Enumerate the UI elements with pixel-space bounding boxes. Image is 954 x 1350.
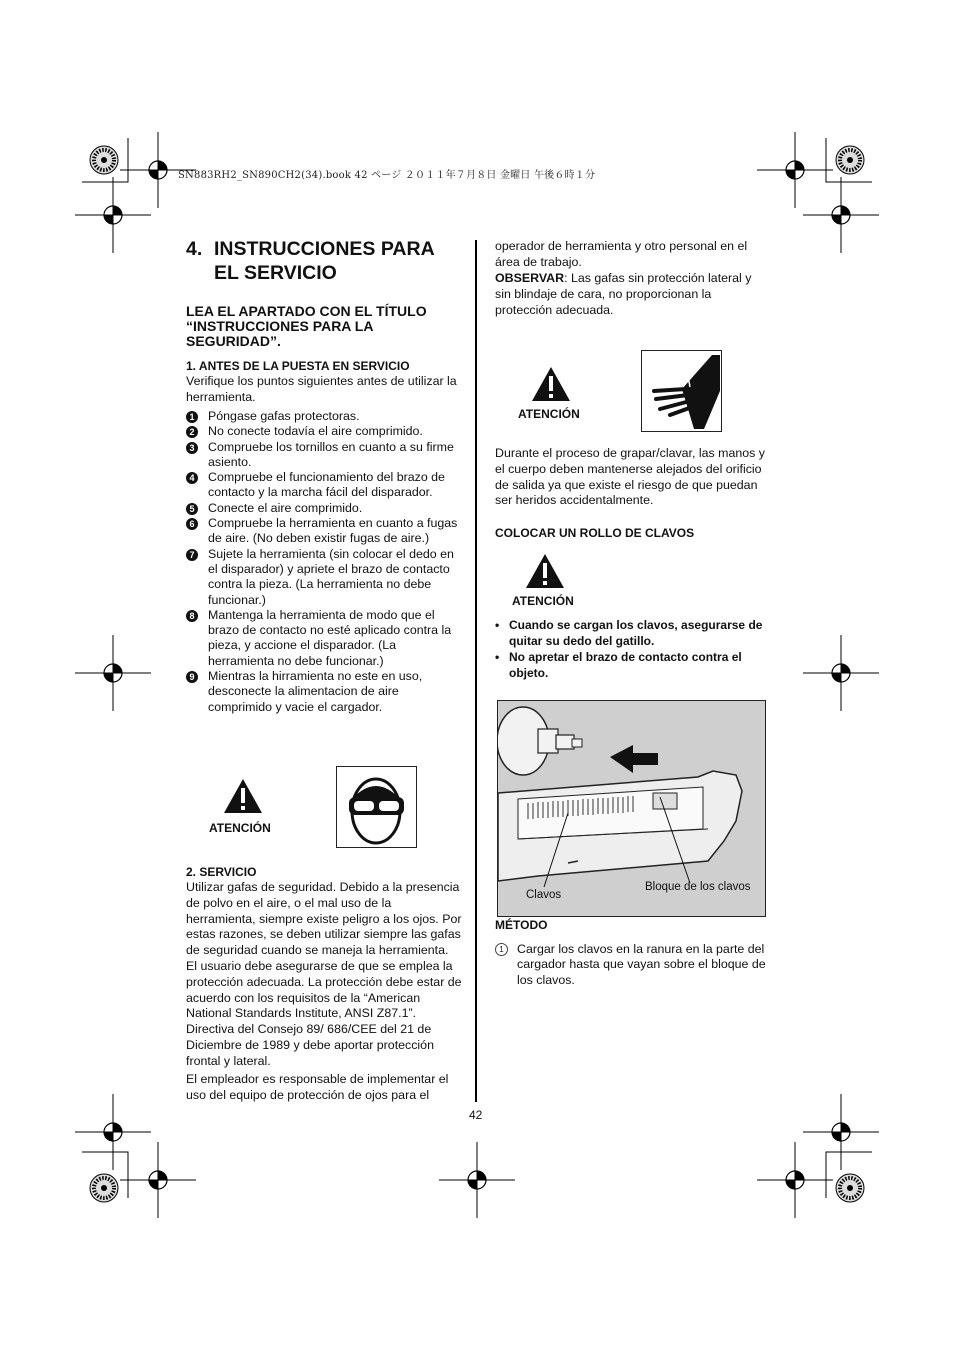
checklist-item — [186, 440, 461, 471]
loading-warnings-list — [495, 617, 767, 681]
checklist-item-text: Póngase gafas protectoras. — [208, 409, 360, 423]
subsection-1-title: 1. ANTES DE LA PUESTA EN SERVICIO — [186, 359, 410, 373]
continued-text: operador de herramienta y otro personal en el área de trabajo. — [495, 239, 748, 269]
read-safety-heading: LEA EL APARTADO CON EL TÍTULO “INSTRUCCIONES PARA LA SEGURIDAD”. — [186, 303, 427, 349]
item-number-badge: 7 — [186, 549, 198, 561]
checklist-item-text: No conecte todavía el aire comprimido. — [208, 424, 423, 439]
figure-label-bloque: Bloque de los clavos — [645, 881, 751, 893]
observar-note — [495, 271, 767, 318]
colocar-heading: COLOCAR UN ROLLO DE CLAVOS — [495, 526, 695, 540]
section-heading — [186, 237, 466, 285]
hand-hazard-icon — [641, 350, 722, 432]
warning-label: ATENCIÓN — [518, 407, 580, 421]
safety-goggles-icon — [336, 766, 417, 848]
metodo-steps — [495, 942, 767, 988]
checklist-item-text: Mantenga la herramienta de modo que el brazo de contacto no esté aplicado contra la pieza, y accione el disparador. (La herramienta no debe funcionar.) — [208, 607, 452, 668]
subsection-2-body-cont: El empleador es responsable de implementar el uso del equipo de protección de ojos para el — [186, 1072, 449, 1102]
checklist-item-text: Conecte el aire comprimido. — [208, 500, 363, 515]
item-number-badge: 4 — [186, 472, 198, 484]
checklist-item-text: Mientras la hirramienta no este en uso, desconecte la alimentacion de aire comprimido y vacie el cargador. — [208, 669, 423, 714]
checklist-item — [186, 669, 461, 715]
item-number-badge: 9 — [186, 671, 198, 683]
section-title-line2: EL SERVICIO — [214, 262, 337, 284]
warning-label: ATENCIÓN — [209, 821, 271, 835]
metodo-step — [495, 942, 767, 988]
bullet-item: • No apretar el brazo de contacto contra el objeto. — [495, 649, 767, 681]
section-title-line1: INSTRUCCIONES PARA — [214, 238, 435, 260]
item-number-badge: 5 — [186, 503, 198, 515]
item-number-badge: 6 — [186, 518, 198, 530]
item-number-badge: 2 — [186, 426, 198, 438]
item-number-badge: 1 — [186, 411, 198, 423]
checklist-item-text: Compruebe la herramienta en cuanto a fugas de aire. (No deben existir fugas de aire.) — [208, 516, 458, 546]
checklist-item — [186, 608, 461, 669]
warning-label: ATENCIÓN — [512, 594, 574, 608]
column-divider — [475, 240, 477, 1102]
hands-warning-text: Durante el proceso de grapar/clavar, las manos y el cuerpo deben mantenerse alejados del orificio de salida ya que existe el riesgo de que puedan ser heridos accidentalmente. — [495, 446, 765, 508]
checklist-item — [186, 501, 461, 516]
book-header-line: SN883RH2_SN890CH2(34).book 42 ページ ２０１１年７月８日 金曜日 午後６時１分 — [178, 170, 596, 181]
checklist-item — [186, 409, 461, 424]
checklist-item — [186, 547, 461, 608]
warning-triangle-icon — [530, 365, 572, 403]
checklist-item-text: Compruebe el funcionamiento del brazo de contacto y la marcha fácil del disparador. — [208, 470, 445, 500]
bullet-item: • Cuando se cargan los clavos, asegurarse de quitar su dedo del gatillo. — [495, 617, 767, 649]
warning-triangle-icon — [222, 777, 264, 815]
subsection-2-body: Utilizar gafas de seguridad. Debido a la presencia de polvo en el aire, o el mal uso de la herramienta, siempre existe peligro a los ojos. Por estas razones, se deben utilizar siempre las gafas de seguridad cuando se maneja la herramienta. El usuario debe asegurarse de que se emplea la protección adecuada. La protección debe estar de acuerdo con los requisitos de la “American National Standards Institute, ANSI Z87.1”. Directiva del Consejo 89/ 686/CEE del 21 de Diciembre de 1989 y debe aportar protección frontal y lateral. — [186, 880, 462, 1068]
warning-triangle-icon — [524, 552, 566, 590]
item-number-badge: 3 — [186, 442, 198, 454]
metodo-step-text: Cargar los clavos en la ranura en la parte del cargador hasta que vayan sobre el bloque de los clavos. — [517, 942, 766, 987]
section-number: 4. — [186, 238, 203, 260]
subsection-1-intro: Verifique los puntos siguientes antes de utilizar la herramienta. — [186, 374, 457, 404]
checklist-item — [186, 424, 461, 439]
checklist-item — [186, 470, 461, 501]
observar-text: : Las gafas sin protección lateral y sin blindaje de cara, no proporcionan la protección adecuada. — [495, 271, 752, 317]
nailer-loading-figure — [497, 700, 766, 917]
step-number-badge: 1 — [495, 943, 508, 956]
metodo-heading: MÉTODO — [495, 918, 548, 932]
observar-label: OBSERVAR — [495, 271, 565, 285]
checklist-item — [186, 516, 461, 547]
figure-label-clavos: Clavos — [526, 889, 562, 901]
subsection-2-title: 2. SERVICIO — [186, 865, 257, 879]
checklist — [186, 409, 461, 715]
checklist-item-text: Sujete la herramienta (sin colocar el dedo en el disparador) y apriete el brazo de contacto contra la pieza. (La herramienta no debe funcionar.) — [208, 546, 454, 607]
page-number: 42 — [469, 1108, 483, 1122]
item-number-badge: 8 — [186, 610, 198, 622]
checklist-item-text: Compruebe los tornillos en cuanto a su firme asiento. — [208, 439, 454, 469]
